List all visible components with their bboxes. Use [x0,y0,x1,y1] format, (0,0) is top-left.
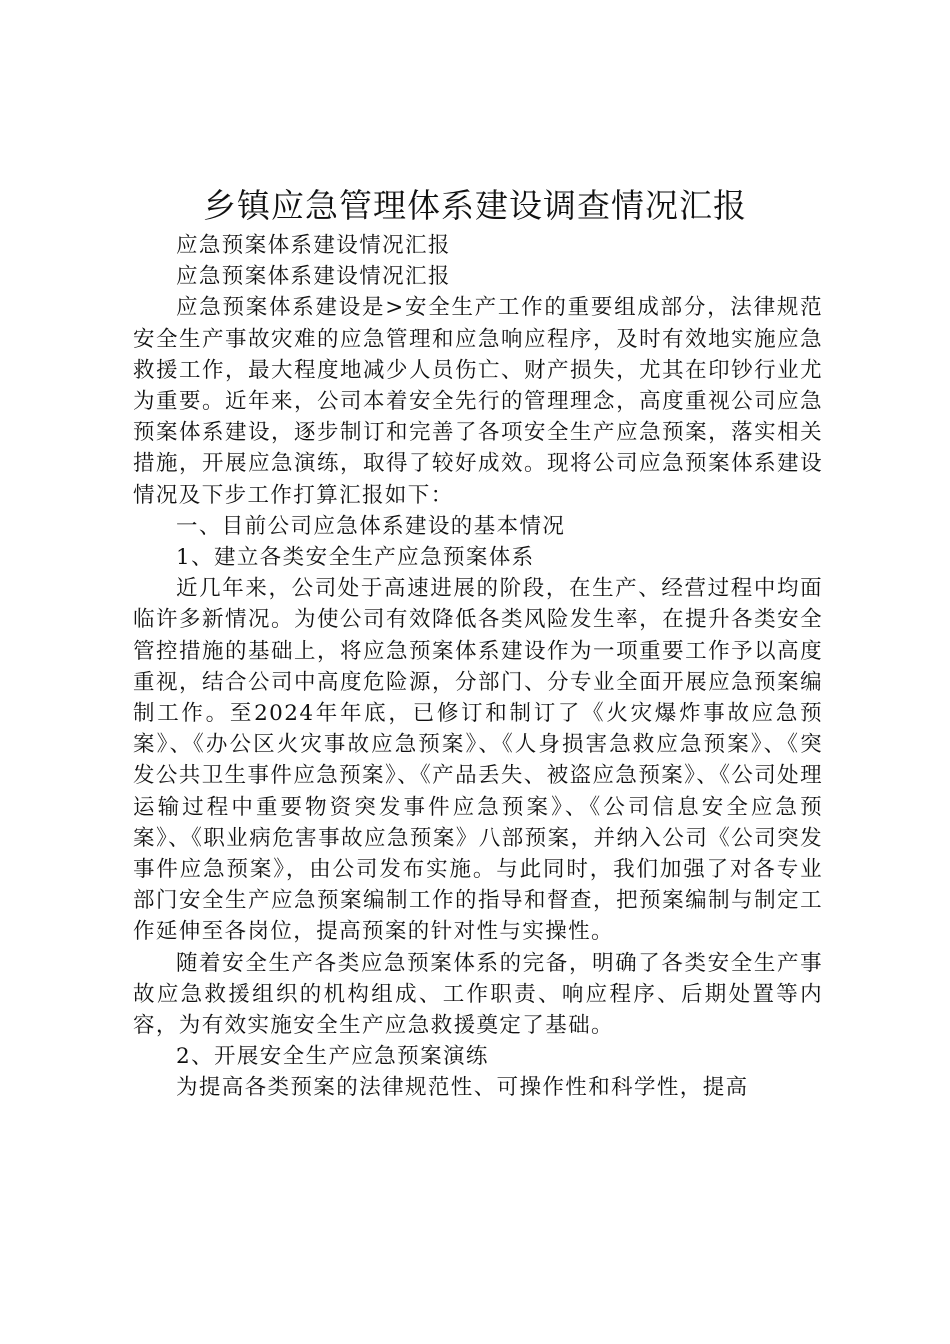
body-paragraph: 为提高各类预案的法律规范性、可操作性和科学性，提高 [176,1075,749,1101]
body-paragraph: 应急预案体系建设是>安全生产工作的重要组成部分，法律规范安全生产事故灾难的应急管理和应急响应程序，及时有效地实施应急救援工作，最大程度地减少人员伤亡、财产损失，尤其在印钞行业尤为重要。近年来，公司本着安全先行的管理理念，高度重视公司应急预案体系建设，逐步制订和完善了各项安全生产应急预案，落实相关措施，开展应急演练，取得了较好成效。现将公司应急预案体系建设情况及下步工作打算汇报如下： [133,295,823,508]
body-paragraph: 近几年来，公司处于高速进展的阶段，在生产、经营过程中均面临许多新情况。为使公司有效降低各类风险发生率，在提升各类安全管控措施的基础上，将应急预案体系建设作为一项重要工作予以高度重视，结合公司中高度危险源，分部门、分专业全面开展应急预案编制工作。至2024年年底，已修订和制订了《火灾爆炸事故应急预案》、《办公区火灾事故应急预案》、《人身损害急救应急预案》、《突发公共卫生事件应急预案》、《产品丢失、被盗应急预案》、《公司处理运输过程中重要物资突发事件应急预案》、《公司信息安全应急预案》、《职业病危害事故应急预案》八部预案，并纳入公司《公司突发事件应急预案》，由公司发布实施。与此同时，我们加强了对各专业部门安全生产应急预案编制工作的指导和督查，把预案编制与制定工作延伸至各岗位，提高预案的针对性与实操性。 [133,576,823,945]
subtitle-line: 应急预案体系建设情况汇报 [176,264,451,290]
subsection-heading: 1、建立各类安全生产应急预案体系 [176,545,535,571]
document-title: 乡镇应急管理体系建设调查情况汇报 [203,186,747,225]
section-heading: 一、目前公司应急体系建设的基本情况 [176,513,566,539]
document-body [133,230,823,1104]
body-paragraph: 随着安全生产各类应急预案体系的完备，明确了各类安全生产事故应急救援组织的机构组成、工作职责、响应程序、后期处置等内容，为有效实施安全生产应急救援奠定了基础。 [133,950,823,1039]
subtitle-line: 应急预案体系建设情况汇报 [176,233,451,258]
subsection-heading: 2、开展安全生产应急预案演练 [176,1044,489,1070]
